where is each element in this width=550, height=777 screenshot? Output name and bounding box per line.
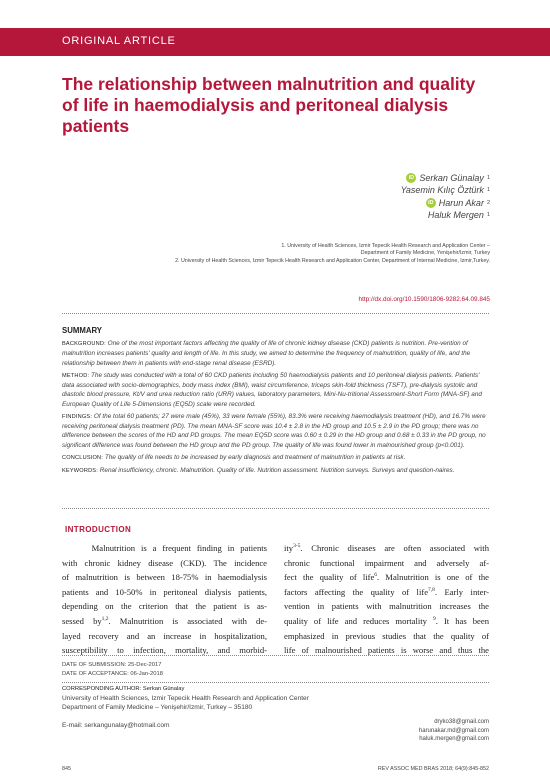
author-affiliation-mark: 2	[486, 199, 490, 206]
body-line: chronic functional impairment and adversely af-	[284, 557, 489, 568]
orcid-icon[interactable]: iD	[426, 198, 436, 208]
article-type-label: ORIGINAL ARTICLE	[62, 35, 176, 47]
section-label: CONCLUSION:	[62, 454, 104, 461]
abstract-findings	[62, 412, 490, 450]
journal-citation: REV ASSOC MED BRAS 2018; 64(9):845-852	[377, 766, 489, 772]
affiliations	[60, 243, 490, 265]
section-text: The study was conducted with a total of 60 CKD patients including 50 haemodialysis patients and 10 peritoneal dialysis patients. Patients' data associated with socio-demographics, body mass index (BMI), waist circumference, triceps skin-fold thickness (TSFT), pre-dialysis systolic and diastolic blood pressure, Kt/V and urea reduction ratio (URR) values, laboratory parameters, Mini-Nu-tritional Assessment-Short Form (MNA-SF) and European Quality of Life 5-Dimensions (EQ5D) scale were recorded.	[62, 371, 482, 408]
corresponding-email[interactable]: E-mail: serkangunalay@hotmail.com	[62, 722, 170, 729]
summary-heading: SUMMARY	[62, 326, 102, 335]
body-line: with chronic kidney disease (CKD). The incidence	[62, 557, 267, 568]
citation[interactable]: 3-5	[293, 543, 301, 550]
abstract-background	[62, 339, 490, 368]
article-type-banner	[0, 28, 550, 56]
author-name: Haluk Mergen	[427, 210, 484, 221]
article-dates-box	[62, 655, 489, 767]
email-link[interactable]: harunakar.md@gmail.com	[418, 727, 489, 734]
body-line: susceptibility to infection, mortality, and morbid-	[62, 645, 267, 656]
citation[interactable]: 1,2	[101, 616, 109, 623]
author-item	[401, 184, 490, 196]
abstract	[62, 339, 490, 479]
section-label: METHOD:	[62, 372, 90, 379]
article-title: The relationship between malnutrition and quality of life in haemodialysis and peritoneal dialysis patients	[62, 74, 476, 136]
body-line: vention in patients with malnutrition increases the	[284, 601, 489, 612]
body-line: emphasized in previous studies that the quality of	[284, 630, 489, 641]
section-label: KEYWORDS:	[62, 467, 98, 474]
divider	[62, 508, 489, 509]
citation[interactable]: 7,8	[428, 586, 435, 593]
section-text: One of the most important factors affecting the quality of life of chronic kidney disease (CKD) patients is nutrition. Pre-vention of malnutrition increases patients' quality and length of life. In this study, we aimed to determine the frequency of malnutrition, quality of life, and the relationship between them in patients with end-stage renal disease (ESRD).	[62, 340, 471, 367]
section-text: The quality of life needs to be increased by early diagnosis and treatment of malnutrition in patients at risk.	[104, 453, 406, 461]
author-affiliation-mark: 1	[486, 212, 490, 219]
body-line: factors affecting the quality of life$^{7,8}$. Early inter-	[284, 586, 489, 597]
doi-link[interactable]: http://dx.doi.org/10.1590/1806-9282.64.09.845	[358, 296, 490, 303]
divider	[62, 682, 489, 683]
acceptance-date: DATE OF ACCEPTANCE: 06-Jan-2018	[62, 671, 163, 677]
body-line: layed recovery and an increase in hospitalization,	[62, 630, 267, 641]
corresponding-address: University of Health Sciences, Izmir Tepecik Health Research and Application Center	[62, 695, 309, 702]
citation[interactable]: 9	[432, 616, 436, 623]
body-line: ity$^{3-5}$. Chronic diseases are often associated with	[284, 543, 489, 553]
abstract-keywords	[62, 466, 490, 476]
author-item	[401, 209, 490, 221]
body-column-right	[284, 541, 489, 658]
orcid-icon[interactable]: iD	[406, 173, 416, 183]
body-column-left	[62, 541, 267, 658]
body-line: sessed by$^{1,2}$. Malnutrition is associated with de-	[62, 615, 267, 626]
author-name: Harun Akar	[438, 197, 484, 208]
affiliation-line: Department of Family Medicine, Yenişehir/Izmir, Turkey	[360, 250, 490, 257]
citation[interactable]: 6	[374, 572, 378, 579]
author-name: Serkan Günalay	[419, 173, 484, 183]
body-line: patients and 10-50% in peritoneal dialysis patients,	[62, 586, 267, 597]
body-line: life of malnourished patients is worse and thus the	[284, 645, 489, 656]
author-name: Yasemin Kılıç Öztürk	[400, 185, 484, 196]
body-line: of malnutrition is between 18-75% in haemodialysis	[62, 572, 267, 583]
author-item	[401, 197, 490, 209]
submission-date: DATE OF SUBMISSION: 25-Dec-2017	[62, 662, 162, 668]
email-link[interactable]: haluk.mergen@gmail.com	[419, 736, 489, 743]
section-label: FINDINGS:	[62, 413, 93, 420]
author-emails	[419, 718, 489, 744]
affiliation-line: 2. University of Health Sciences, Izmir Tepecik Health Research and Application Center, Department of Internal Medicine, Izmir,Turkey.	[175, 257, 490, 264]
section-label: BACKGROUND:	[62, 341, 106, 347]
body-line: Malnutrition is a frequent finding in patients	[91, 543, 267, 553]
introduction-heading: INTRODUCTION	[65, 525, 132, 534]
author-list	[401, 172, 490, 222]
body-line: quality of life and reduces mortality $^9$. It has been	[284, 615, 489, 626]
author-affiliation-mark: 1	[486, 175, 490, 181]
abstract-conclusion	[62, 453, 490, 463]
email-link[interactable]: dryko38@gmail.com	[434, 719, 489, 725]
section-text: Of the total 60 patients; 27 were male (45%), 33 were female (55%), 83.3% were receiving haemodialysis treatment (HD), and 16.7% were receiving peritoneal dialysis treatment (PD). The mean MNA-SF score was 10.4 ± 2.8 in the HD group and 10.5 ± 2.9 in the PD group; there was no difference between the scores of the HD and PD groups. The mean EQ5D score was 0.60 ± 0.29 in the HD group and 0.68 ± 0.33 in the PD group, no significant difference was found between the HD group and the PD group. The quality of life was found lower in malnourished group (p<0.001).	[62, 412, 486, 449]
abstract-method	[62, 371, 490, 409]
divider	[62, 313, 489, 314]
corresponding-author: CORRESPONDING AUTHOR: Serkan Günalay	[62, 686, 185, 692]
author-affiliation-mark: 1	[486, 187, 490, 194]
section-text: Renal insufficiency, chronic. Malnutrition. Quality of life. Nutrition assessment. Nutrition surveys. Surveys and question-naires.	[99, 466, 455, 474]
body-line: fect the quality of life$^6$. Malnutrition is one of the	[284, 572, 489, 583]
page-number: 845	[62, 766, 71, 772]
corresponding-address: Department of Family Medicine – Yenişehir/Izmir, Turkey – 35180	[62, 704, 253, 711]
affiliation-line: 1. University of Health Sciences, Izmir Tepecik Health Research and Application Center –	[281, 243, 490, 249]
author-item	[401, 172, 490, 184]
body-line: depending on the criterion that the patient is as-	[62, 601, 267, 612]
